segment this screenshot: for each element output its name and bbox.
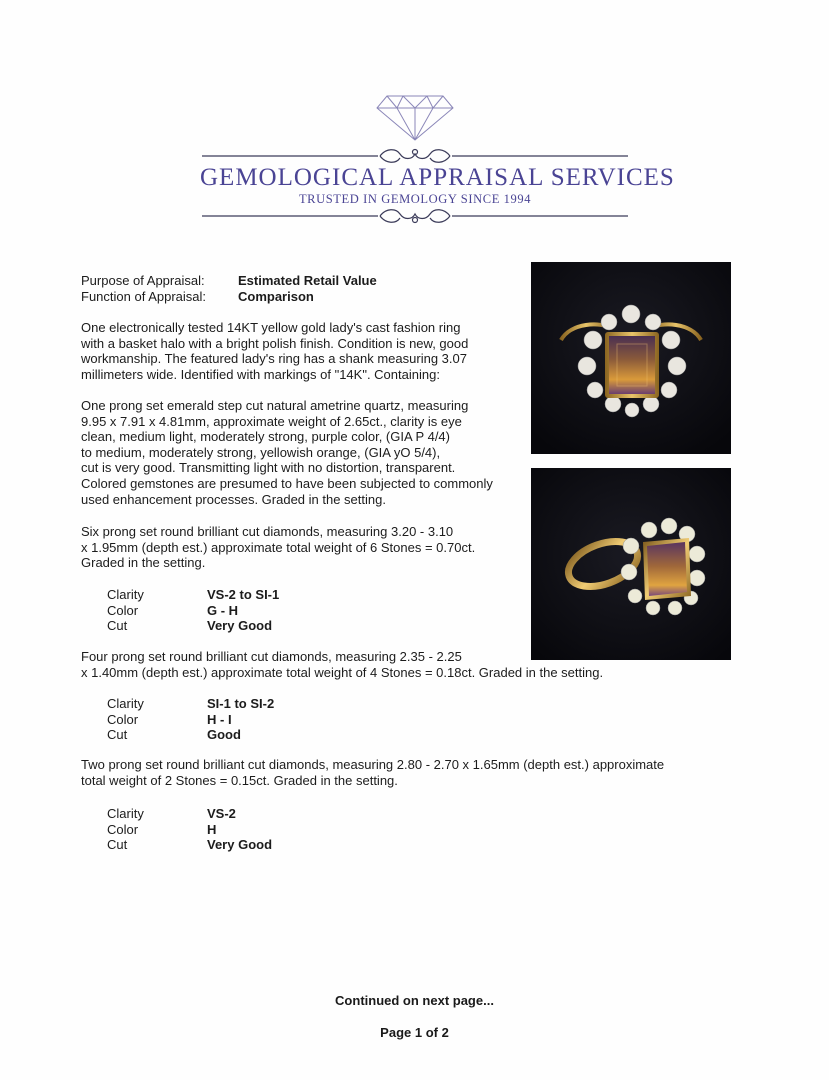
- text-line: with a basket halo with a bright polish finish. Condition is new, good: [81, 335, 469, 351]
- four-clarity-value: SI-1 to SI-2: [207, 696, 275, 711]
- text-line: Colored gemstones are presumed to have been subjected to commonly: [81, 475, 493, 491]
- four-cut-label: Cut: [107, 727, 128, 742]
- text-line: workmanship. The featured lady's ring has a shank measuring 3.07: [81, 351, 467, 367]
- four-clarity-label: Clarity: [107, 696, 144, 711]
- diamond-logo-icon: [375, 90, 455, 142]
- page-number: Page 1 of 2: [380, 1025, 449, 1040]
- company-tagline: TRUSTED IN GEMOLOGY SINCE 1994: [298, 192, 532, 206]
- purpose-value: Estimated Retail Value: [238, 273, 377, 288]
- ring-photo-side-view: [531, 468, 731, 660]
- six-color-value: G - H: [207, 603, 239, 618]
- two-color-value: H: [207, 822, 217, 837]
- four-color-label: Color: [107, 712, 139, 727]
- ring-photo-top-view: [531, 262, 731, 454]
- ornament-rule-bottom: [200, 206, 630, 226]
- text-line: to medium, moderately strong, yellowish orange, (GIA yO 5/4),: [81, 444, 441, 460]
- text-line: clean, medium light, moderately strong, purple color, (GIA P 4/4): [81, 429, 450, 445]
- six-clarity-value: VS-2 to SI-1: [207, 587, 280, 602]
- text-line: x 1.95mm (depth est.) approximate total weight of 6 Stones = 0.70ct.: [81, 539, 476, 555]
- text-line: total weight of 2 Stones = 0.15ct. Graded in the setting.: [81, 772, 398, 788]
- text-line: 9.95 x 7.91 x 4.81mm, approximate weight of 2.65ct., clarity is eye: [81, 413, 462, 429]
- purpose-label: Purpose of Appraisal:: [81, 273, 205, 288]
- two-color-label: Color: [107, 822, 139, 837]
- four-color-value: H - I: [207, 712, 232, 727]
- text-line: One electronically tested 14KT yellow gold lady's cast fashion ring: [81, 320, 461, 335]
- ring-description: [81, 320, 521, 382]
- text-line: used enhancement processes. Graded in the setting.: [81, 491, 386, 507]
- text-line: Six prong set round brilliant cut diamonds, measuring 3.20 - 3.10: [81, 524, 454, 539]
- text-line: Four prong set round brilliant cut diamonds, measuring 2.35 - 2.25: [81, 649, 462, 664]
- text-line: Two prong set round brilliant cut diamonds, measuring 2.80 - 2.70 x 1.65mm (depth est.) approximate: [81, 757, 665, 772]
- two-clarity-label: Clarity: [107, 806, 144, 821]
- function-label: Function of Appraisal:: [81, 289, 207, 304]
- two-diamonds-description: [81, 757, 721, 788]
- text-line: millimeters wide. Identified with markings of "14K". Containing:: [81, 366, 440, 382]
- six-cut-label: Cut: [107, 618, 128, 633]
- two-cut-label: Cut: [107, 837, 128, 852]
- continued-note: Continued on next page...: [335, 993, 494, 1008]
- two-clarity-value: VS-2: [207, 806, 236, 821]
- six-clarity-label: Clarity: [107, 587, 144, 602]
- function-value: Comparison: [238, 289, 314, 304]
- six-color-label: Color: [107, 603, 139, 618]
- ornament-rule-top: [200, 146, 630, 166]
- ring-side-view-image: [531, 468, 731, 660]
- two-cut-value: Very Good: [207, 837, 273, 852]
- ametrine-description: [81, 398, 521, 507]
- company-name: GEMOLOGICAL APPRAISAL SERVICES: [200, 164, 675, 191]
- six-diamonds-description: [81, 524, 521, 571]
- text-line: Graded in the setting.: [81, 555, 206, 571]
- six-cut-value: Very Good: [207, 618, 273, 633]
- text-line: One prong set emerald step cut natural ametrine quartz, measuring: [81, 398, 469, 413]
- ring-top-view-image: [531, 262, 731, 454]
- text-line: cut is very good. Transmitting light with no distortion, transparent.: [81, 460, 456, 476]
- letterhead: [200, 90, 675, 230]
- text-line: x 1.40mm (depth est.) approximate total weight of 4 Stones = 0.18ct. Graded in the setting.: [81, 664, 604, 680]
- four-cut-value: Good: [207, 727, 241, 742]
